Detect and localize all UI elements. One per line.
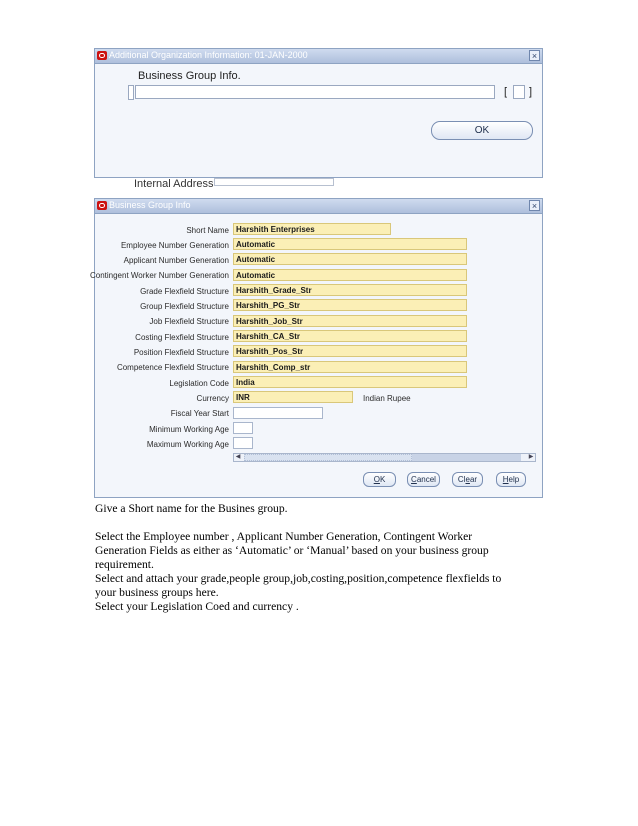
fiscal-year-start-label: Fiscal Year Start: [170, 409, 229, 418]
applicant-number-generation-field[interactable]: Automatic: [233, 253, 467, 265]
oracle-logo-icon: [97, 201, 107, 210]
scroll-right-icon[interactable]: ▶: [528, 454, 534, 460]
clear-mnemonic: e: [465, 475, 470, 484]
contingent-worker-number-generation-field[interactable]: Automatic: [233, 269, 467, 281]
business-group-info-window: [89, 198, 543, 498]
competence-flexfield-structure-label: Competence Flexfield Structure: [116, 363, 229, 372]
description-line-1: Give a Short name for the Busines group.: [95, 502, 288, 515]
bracket-close: ]: [529, 86, 533, 98]
cancel-button[interactable]: [407, 472, 440, 487]
internal-address-label: Internal Address: [134, 178, 214, 190]
grade-flexfield-structure-label: Grade Flexfield Structure: [140, 287, 229, 296]
minimum-working-age-field[interactable]: [233, 422, 253, 434]
bracket-open: [: [504, 86, 508, 98]
legislation-code-label: Legislation Code: [169, 379, 229, 388]
close-icon[interactable]: ×: [529, 50, 540, 61]
short-name-field[interactable]: Harshith Enterprises: [233, 223, 391, 235]
description-line-6: your business groups here.: [95, 586, 219, 599]
employee-number-generation-field[interactable]: Automatic: [233, 238, 467, 250]
help-label-rest: elp: [508, 475, 520, 484]
background-field: [214, 178, 334, 186]
maximum-working-age-label: Maximum Working Age: [146, 440, 229, 449]
description-line-2: Select the Employee number , Applicant Number Generation, Contingent Worker: [95, 530, 473, 543]
ok-label-rest: K: [379, 475, 386, 484]
costing-flexfield-structure-label: Costing Flexfield Structure: [135, 333, 229, 342]
additional-org-info-window: [94, 48, 543, 178]
scroll-left-icon[interactable]: ◀: [235, 454, 241, 460]
description-line-3: Generation Fields as either as ‘Automatic’ or ‘Manual’ based on your business group: [95, 544, 489, 557]
currency-description: Indian Rupee: [363, 394, 411, 403]
scrollbar-thumb[interactable]: [244, 454, 412, 461]
help-button[interactable]: [496, 472, 526, 487]
ok-mnemonic: O: [373, 475, 380, 484]
maximum-working-age-field[interactable]: [233, 437, 253, 449]
fiscal-year-start-field[interactable]: [233, 407, 323, 419]
position-flexfield-structure-field[interactable]: Harshith_Pos_Str: [233, 345, 467, 357]
close-icon[interactable]: ×: [529, 200, 540, 211]
clear-label-pre: Cl: [457, 475, 466, 484]
description-line-5: Select and attach your grade,people group,job,costing,position,competence flexfields to: [95, 572, 502, 585]
minimum-working-age-label: Minimum Working Age: [149, 425, 229, 434]
scroll-track[interactable]: [412, 454, 521, 461]
group-flexfield-structure-field[interactable]: Harshith_PG_Str: [233, 299, 467, 311]
clear-button[interactable]: [452, 472, 483, 487]
contingent-worker-number-generation-label: Contingent Worker Number Generation: [89, 271, 229, 280]
oracle-logo-icon: [97, 51, 107, 60]
job-flexfield-structure-field[interactable]: Harshith_Job_Str: [233, 315, 467, 327]
descriptive-flexfield-button[interactable]: [513, 85, 525, 99]
cancel-mnemonic: C: [411, 475, 417, 484]
competence-flexfield-structure-field[interactable]: Harshith_Comp_str: [233, 361, 467, 373]
ok-button[interactable]: OK: [431, 121, 533, 140]
ok-button[interactable]: [363, 472, 396, 487]
cancel-label-rest: ancel: [416, 475, 436, 484]
currency-field[interactable]: INR: [233, 391, 353, 403]
title-bar: [95, 199, 542, 214]
short-name-label: Short Name: [186, 226, 229, 235]
background-window-fragment: [94, 178, 543, 194]
horizontal-scrollbar[interactable]: [233, 453, 536, 462]
legislation-code-field[interactable]: India: [233, 376, 467, 388]
help-mnemonic: H: [502, 475, 509, 484]
description-line-4: requirement.: [95, 558, 154, 571]
applicant-number-generation-label: Applicant Number Generation: [123, 256, 229, 265]
clear-label-rest: ar: [469, 475, 478, 484]
group-flexfield-structure-label: Group Flexfield Structure: [140, 302, 229, 311]
job-flexfield-structure-label: Job Flexfield Structure: [149, 317, 229, 326]
window-title: Additional Organization Information: 01-JAN-2000: [109, 50, 308, 60]
title-bar: [95, 49, 542, 64]
business-group-info-field[interactable]: [135, 85, 495, 99]
grade-flexfield-structure-field[interactable]: Harshith_Grade_Str: [233, 284, 467, 296]
currency-label: Currency: [196, 394, 229, 403]
position-flexfield-structure-label: Position Flexfield Structure: [133, 348, 229, 357]
employee-number-generation-label: Employee Number Generation: [120, 241, 229, 250]
record-indicator[interactable]: [128, 85, 134, 100]
costing-flexfield-structure-field[interactable]: Harshith_CA_Str: [233, 330, 467, 342]
description-line-7: Select your Legislation Coed and currency .: [95, 600, 299, 613]
window-title: Business Group Info: [109, 200, 191, 210]
business-group-info-label: Business Group Info.: [138, 70, 241, 82]
